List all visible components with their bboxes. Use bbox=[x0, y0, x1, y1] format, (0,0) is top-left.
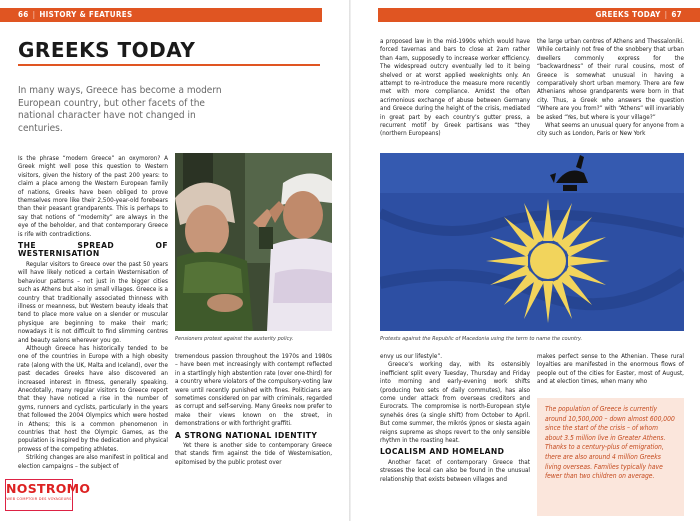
pensioners-illustration bbox=[175, 153, 332, 331]
body-paragraph: Is the phrase “modern Greece” an oxymoron? A Greek might well pose this question to Western visitors, given the history of the past 200 years: to claim a place among the Western European family of nations, Greeks have been obliged to prove themselves more like their 2,500-year-old forebears than their peasant grandparents. This is perhaps to say that notions of “modernity” are always in the eye of the beholder, and that contemporary Greece is rife with contradictions. bbox=[18, 155, 168, 238]
right-running-header: GREEKS TODAY | 67 bbox=[378, 8, 700, 22]
article-lede: In many ways, Greece has become a modern European country, but other facets of the national character have not changed in centuries. bbox=[18, 85, 222, 134]
vergina-sun bbox=[486, 199, 610, 323]
body-paragraph: a proposed law in the mid-1990s which would have forced tavernas and bars to close at 2am rather than 4am, supposedly to increase worker efficiency. The widespread outcry eventually led to it being shelved or at worst applied weeknights only. An attempt to re-introduce the measure more recently met with more compliance. Amidst the often acrimonious exchange of abuse between Germany and Greece during the height of the crisis, mediated in great part by each country’s gutter press, a recurrent motif by Greek partisans was “they (northern Europeans) bbox=[380, 38, 530, 138]
left-section-title: HISTORY & FEATURES bbox=[39, 10, 133, 19]
body-paragraph: Another facet of contemporary Greece that stresses the local can also be found in the unusual relationship that exists between villages and bbox=[380, 458, 530, 483]
left-column-1 bbox=[18, 155, 168, 510]
body-paragraph: Greece’s working day, with its ostensibly inefficient split every Tuesday, Thursday and Friday into morning and early-evening work shifts (producing two sets of daily commutes), has also come under attack from overseas creditors and Eurocrats. The compromise is north-European style synehés óres (a single shift) from October to April. But come summer, the mikrós ýpnos or siesta again reigns supreme as shops revert to the only sensible rhythm in the roasting heat. bbox=[380, 361, 530, 445]
body-paragraph: makes perfect sense to the Athenian. These rural loyalties are manifested in the enormous flows of people out of the cities for Easter, most of August, and at election times, when many who bbox=[537, 353, 684, 386]
left-photo-caption: Pensioners protest against the austerity policy. bbox=[175, 336, 294, 342]
right-page-number: 67 bbox=[671, 10, 682, 19]
population-callout: The population of Greece is currently around 10,500,000 – down almost 600,000 since the start of the crisis – of whom about 3.5 million live in Greater Athens. Thanks to a century-plus of emigration, there are also around 4 million Greeks living overseas. Families typically have fewer than two children on average. bbox=[537, 398, 684, 516]
watermark-tagline: WEB COMPTOIR DES VOYAGEURS bbox=[6, 497, 72, 501]
macedonia-flag-photo bbox=[380, 153, 684, 331]
body-paragraph: tremendous passion throughout the 1970s and 1980s – have been met increasingly with contempt reflected in a startlingly high abstention rate (over one-third) for a country where violators of the compulsory-voting law were until recently punished with fines. Politicians are sometimes considered on par with criminals, regarded as corrupt and self-serving. Many Greeks now prefer to make their views known on the street, in demonstrations or with forthright graffiti. bbox=[175, 353, 332, 428]
right-column-1 bbox=[380, 38, 530, 150]
section-subheading: LOCALISM AND HOMELAND bbox=[380, 447, 505, 457]
right-column-3 bbox=[380, 353, 530, 513]
right-photo-caption: Protests against the Republic of Macedonia using the term to name the country. bbox=[380, 336, 583, 342]
section-subheading: THE SPREAD OF WESTERNISATION bbox=[18, 241, 168, 259]
body-paragraph: Striking changes are also manifest in political and election campaigns – the subject of bbox=[18, 454, 168, 470]
body-paragraph: the large urban centres of Athens and Thessaloníki. While certainly not free of the snobbery that urban dwellers commonly express for the “backwardness” of their rural cousins, most of Greece is somewhat unusual in having a comparatively short urban memory. There are few Athenians whose grandparents were born in that city. Thus, a Greek who answers the question “Where are you from?” with “Athens” will invariably be asked “Yes, but where is your village?” bbox=[537, 38, 684, 121]
right-column-2 bbox=[537, 38, 684, 150]
left-page-number: 66 bbox=[18, 10, 29, 19]
title-rule bbox=[18, 64, 320, 66]
nostromo-watermark bbox=[5, 479, 91, 511]
body-paragraph: What seems an unusual query for anyone from a city such as London, Paris or New York bbox=[537, 122, 684, 138]
section-subheading: A STRONG NATIONAL IDENTITY bbox=[175, 430, 318, 440]
watermark-name: NOSTROMO bbox=[6, 481, 91, 496]
body-paragraph: Yet there is another side to contemporary Greece that stands firm against the tide of Westernisation, epitomised by the public protest over bbox=[175, 442, 332, 466]
vergina-sun-flag-illustration bbox=[380, 153, 684, 331]
right-section-title: GREEKS TODAY bbox=[595, 10, 661, 19]
body-paragraph: Although Greece has historically tended to be one of the countries in Europe with a high obesity rate (along with the UK, Malta and Iceland), over the past decades Greeks have also discovered an increased interest in fitness, generally speaking. Anecdotally, many regular visitors to Greece report that they have noticed a rise in the number of gyms, runners and cyclists, particularly in the years that followed the 2004 Olympics which were hosted in Athens; this is a common phenomenon in countries that host the Olympic Games, as the population is inspired by the dedication and physical prowess of the competing athletes. bbox=[18, 344, 168, 453]
article-title: GREEKS TODAY bbox=[18, 38, 196, 62]
body-paragraph: Regular visitors to Greece over the past 50 years will have likely noticed a certain Westernisation of behaviour patterns – not just in the bigger cities such as Athens but also in small villages. Greece is a country that traditionally associated thinness with illness or meanness, but Western beauty ideals that tend to place more value on a slender or muscular physique are beginning to make their mark; nowadays it is not difficult to find slimming centres and beauty salons wherever you go. bbox=[18, 260, 168, 344]
left-running-header: 66 | HISTORY & FEATURES bbox=[0, 8, 322, 22]
book-gutter bbox=[349, 0, 351, 521]
pensioners-protest-photo bbox=[175, 153, 332, 331]
left-column-2 bbox=[175, 353, 332, 513]
body-paragraph: envy us our lifestyle”. bbox=[380, 353, 443, 360]
